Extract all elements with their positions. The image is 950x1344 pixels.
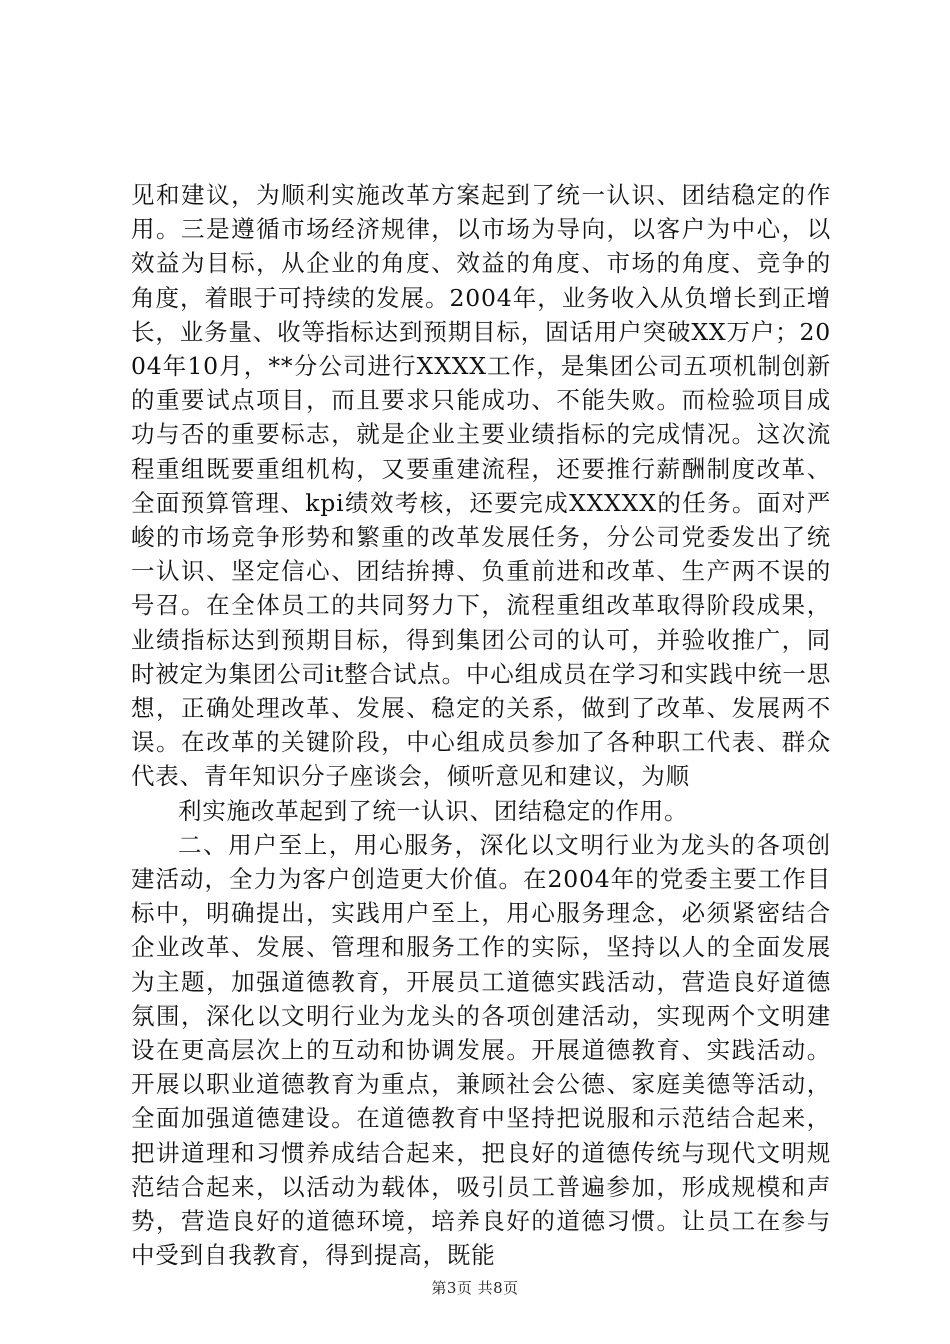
paragraph-continuation-tail: 利实施改革起到了统一认识、团结稳定的作用。 xyxy=(178,796,689,825)
paragraph-section-two: 二、用户至上，用心服务，深化以文明行业为龙头的各项创建活动，全力为客户创造更大价值。在2004年的党委主要工作目标中，明确提出，实践用户至上，用心服务理念，必须紧密结合企业改革、发展、管理和服务工作的实际，坚持以人的全面发展为主题，加强道德教育，开展员工道德实践活动，营造良好道德氛围，深化以文明行业为龙头的各项创建活动，实现两个文明建设在更高层次上的互动和协调发展。开展道德教育、实践活动。开展以职业道德教育为重点，兼顾社会公德、家庭美德等活动，全面加强道德建设。在道德教育中坚持把说服和示范结合起来，把讲道理和习惯养成结合起来，把良好的道德传统与现代文明规范结合起来，以活动为载体，吸引员工普遍参加，形成规模和声势，营造良好的道德环境，培养良好的道德习惯。让员工在参与中受到自我教育，得到提高，既能 xyxy=(131,830,831,1270)
paragraph-continuation: 见和建议，为顺利实施改革方案起到了统一认识、团结稳定的作用。三是遵循市场经济规律，以市场为导向，以客户为中心，以效益为目标，从企业的角度、效益的角度、市场的角度、竞争的角度，着眼于可持续的发展。2004年，业务收入从负增长到正增长，业务量、收等指标达到预期目标，固话用户突破XX万户；2004年10月，**分公司进行XXXX工作，是集团公司五项机制创新的重要试点项目，而且要求只能成功、不能失败。而检验项目成功与否的重要标志，就是企业主要业绩指标的完成情况。这次流程重组既要重组机构，又要重建流程，还要推行薪酬制度改革、全面预算管理、kpi绩效考核，还要完成XXXXX的任务。面对严峻的市场竞争形势和繁重的改革发展任务，分公司党委发出了统一认识、坚定信心、团结拚搏、负重前进和改革、生产两不误的号召。在全体员工的共同努力下，流程重组改革取得阶段成果，业绩指标达到预期目标，得到集团公司的认可，并验收推广，同时被定为集团公司it整合试点。中心组成员在学习和实践中统一思想，正确处理改革、发展、稳定的关系，做到了改革、发展两不误。在改革的关键阶段，中心组成员参加了各种职工代表、群众代表、青年知识分子座谈会，倾听意见和建议，为顺 xyxy=(131,181,831,791)
document-body xyxy=(131,178,831,1273)
page-number-footer: 第3页 共8页 xyxy=(431,1279,519,1297)
